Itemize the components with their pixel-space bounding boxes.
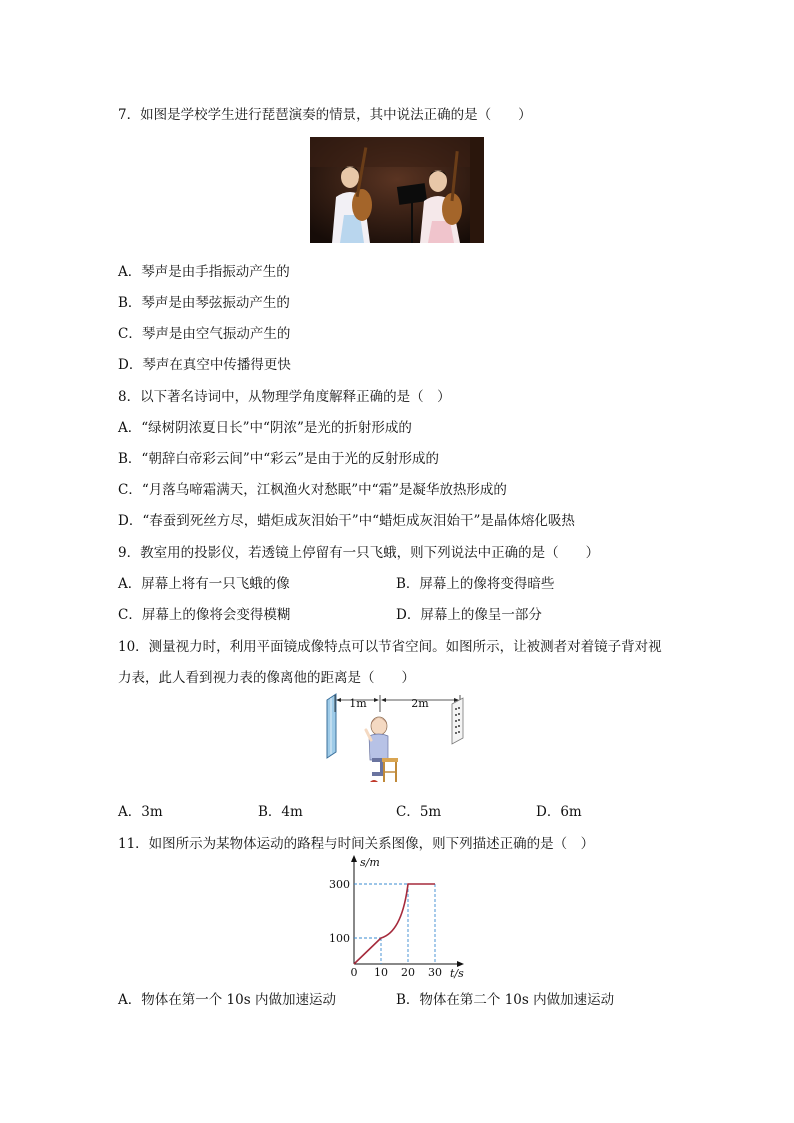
y-axis-label: s/m: [360, 856, 380, 869]
q8-option-b: B．“朝辞白帝彩云间”中“彩云”是由于光的反射形成的: [118, 451, 440, 467]
seated-person: [366, 717, 398, 782]
x-tick-label-30: 30: [428, 966, 442, 979]
y-axis-arrow: [351, 855, 357, 862]
pipa-performance-photo: [310, 137, 484, 243]
y-tick-label-300: 300: [329, 878, 350, 891]
q10-option-d: D．6m: [536, 804, 582, 820]
q8-stem: 8．以下著名诗词中，从物理学角度解释正确的是（ ）: [118, 389, 451, 405]
q9-option-a: A．屏幕上将有一只飞蛾的像: [118, 576, 290, 592]
q11-stem: 11．如图所示为某物体运动的路程与时间关系图像，则下列描述正确的是（ ）: [118, 836, 595, 852]
y-tick-label-100: 100: [329, 932, 350, 945]
q7-option-d: D．琴声在真空中传播得更快: [118, 357, 291, 373]
x-tick-label-20: 20: [401, 966, 415, 979]
q9-option-d: D．屏幕上的像呈一部分: [396, 607, 542, 623]
q10-option-b: B．4m: [258, 804, 303, 820]
q9-stem: 9．教室用的投影仪，若透镜上停留有一只飞蛾，则下列说法中正确的是（ ）: [118, 545, 600, 561]
x-axis-label: t/s: [450, 967, 464, 980]
distance-label-1m: 1m: [349, 697, 367, 710]
s-t-graph: [320, 852, 470, 982]
q10-option-c: C．5m: [396, 804, 442, 820]
q10-option-a: A．3m: [118, 804, 163, 820]
series-line: [354, 884, 435, 964]
x-tick-label-10: 10: [374, 966, 388, 979]
q11-option-b: B．物体在第二个 10s 内做加速运动: [396, 992, 615, 1008]
q8-option-c: C．“月落乌啼霜满天，江枫渔火对愁眠”中“霜”是凝华放热形成的: [118, 482, 507, 498]
q10-stem-line2: 力表，此人看到视力表的像离他的距离是（ ）: [118, 670, 415, 686]
x-tick-label-0: 0: [350, 966, 358, 979]
q7-option-a: A．琴声是由手指振动产生的: [118, 264, 290, 280]
distance-label-2m: 2m: [411, 697, 429, 710]
q7-option-c: C．琴声是由空气振动产生的: [118, 326, 291, 342]
q9-option-c: C．屏幕上的像将会变得模糊: [118, 607, 291, 623]
q11-option-a: A．物体在第一个 10s 内做加速运动: [118, 992, 336, 1008]
q8-option-a: A．“绿树阴浓夏日长”中“阴浓”是光的折射形成的: [118, 420, 412, 436]
eye-chart: [452, 698, 463, 744]
q9-option-b: B．屏幕上的像将变得暗些: [396, 576, 555, 592]
eye-test-mirror-figure: [322, 690, 472, 790]
q7-stem: 7．如图是学校学生进行琵琶演奏的情景，其中说法正确的是（ ）: [118, 107, 532, 123]
q7-option-b: B．琴声是由琴弦振动产生的: [118, 295, 290, 311]
q8-option-d: D．“春蚕到死丝方尽，蜡炬成灰泪始干”中“蜡炬成灰泪始干”是晶体熔化吸热: [118, 513, 575, 529]
q10-stem-line1: 10．测量视力时，利用平面镜成像特点可以节省空间。如图所示，让被测者对着镜子背对视: [118, 639, 662, 655]
